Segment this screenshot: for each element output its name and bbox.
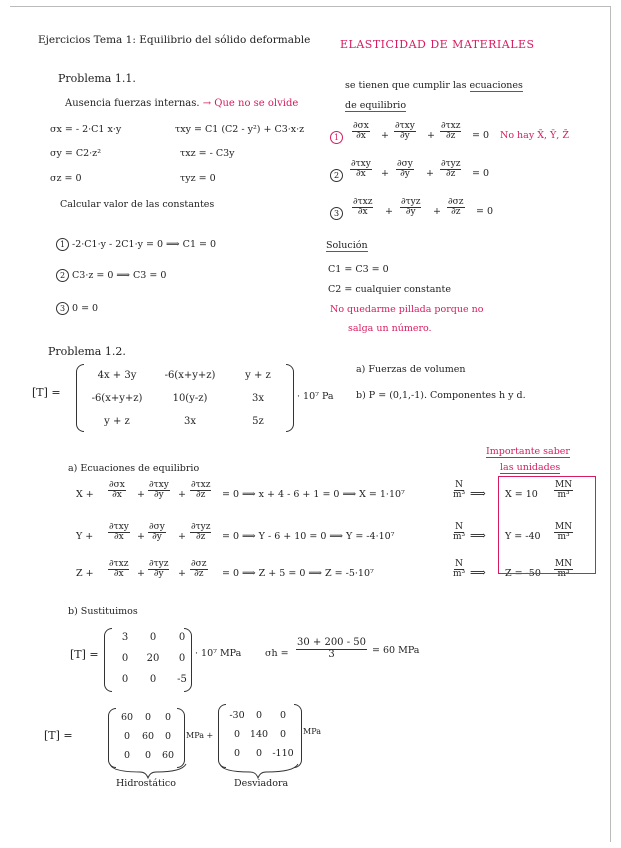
solution-title-text: Solución [326, 240, 368, 251]
matrix-cell: 3x [251, 393, 264, 404]
eq3-c-num: ∂σz [448, 197, 464, 207]
row-fraction-3-den: ∂z [194, 569, 204, 580]
row-boxed-value: Z = -50 [505, 568, 541, 579]
part-b-title: b) Sustituimos [68, 606, 138, 617]
matrix-cell: 60 [141, 731, 155, 742]
deviatoric-label: Desviadora [234, 778, 289, 789]
plus: + [178, 568, 186, 579]
matrix-cell: 140 [249, 729, 269, 740]
eq2-a-num: ∂τxy [351, 159, 371, 169]
row-boxed-value: X = 10 [505, 489, 538, 500]
note-black-text: Ausencia fuerzas internas. [65, 98, 200, 109]
row-fraction-2-den: ∂y [153, 569, 164, 580]
header-left-title: Ejercicios Tema 1: Equilibrio del sólido deformable [38, 34, 311, 46]
eq1-note: No hay X̄, Ȳ, Z̄ [500, 130, 569, 141]
matrix-cell: -30 [229, 710, 245, 721]
plus: + [381, 168, 389, 179]
problem-1-1-title: Problema 1.1. [58, 72, 136, 85]
row-boxed-units-den: m³ [557, 532, 570, 543]
circled-number-2: 2 [56, 269, 69, 282]
row-units-num: N [455, 559, 464, 569]
intro-text: se tienen que cumplir las [345, 80, 467, 91]
plus: + [137, 489, 145, 500]
eq3-c-den: ∂z [451, 207, 461, 218]
matrix-cell: 3 [121, 632, 129, 643]
calc-label: Calcular valor de las constantes [60, 199, 215, 210]
eq2-c-den: ∂z [446, 169, 456, 180]
matrix-cell: 0 [233, 729, 241, 740]
row-boxed-units-den: m³ [557, 490, 570, 501]
matrix-cell: -5 [177, 674, 187, 685]
eq1-c-num: ∂τxz [441, 121, 461, 131]
matrix-cell: -6(x+y+z) [91, 393, 143, 404]
part-a-label: a) Fuerzas de volumen [356, 364, 466, 375]
row-boxed-units-num: MN [555, 559, 573, 569]
plus: + [137, 531, 145, 542]
matrix-cell: 0 [279, 710, 287, 721]
row-fraction-3-num: ∂τyz [191, 522, 211, 532]
matrix-cell: 0 [255, 710, 263, 721]
circled-number-3: 3 [56, 302, 69, 315]
eq1-b-den: ∂y [400, 131, 410, 142]
solution-1: C1 = C3 = 0 [328, 264, 389, 275]
plus: + [433, 206, 441, 217]
sigma-h-den: 3 [328, 648, 335, 660]
matrix-cell: 0 [144, 750, 152, 761]
matrix-cell: y + z [245, 370, 271, 381]
plus: + [381, 130, 389, 141]
eq3-a-den: ∂x [357, 207, 368, 218]
row-fraction-1-num: ∂τxy [109, 522, 129, 532]
circled-eq2: 2 [330, 169, 343, 182]
T2-label: [T] = [70, 648, 99, 661]
matrix-cell: 0 [233, 748, 241, 759]
row-arrow: ⟹ [470, 487, 486, 500]
note-pink-text: → Que no se olvide [202, 98, 299, 109]
row-fraction-3-den: ∂z [196, 532, 206, 543]
row-boxed-value: Y = -40 [505, 531, 541, 542]
units-note-2-text: las unidades [500, 462, 561, 473]
eq-sigma-y: σy = C2·z² [50, 148, 101, 159]
matrix-cell: 0 [123, 750, 131, 761]
eq2-b-num: ∂σy [397, 159, 413, 169]
row-arrow: ⟹ [470, 529, 486, 542]
matrix-cell: 0 [149, 674, 157, 685]
plus: + [427, 130, 435, 141]
eq3-b-num: ∂τyz [401, 197, 421, 207]
matrix-cell: 5z [252, 416, 264, 427]
circled-eq1: 1 [330, 131, 343, 144]
row-derivation: = 0 ⟹ x + 4 - 6 + 1 = 0 ⟹ X = 1·10⁷ [222, 489, 405, 500]
row-units-den: m³ [453, 490, 466, 501]
sigma-h-result: = 60 MPa [372, 645, 420, 656]
hydrostatic-brace [110, 764, 186, 778]
eq-tau-yz: τyz = 0 [180, 173, 216, 184]
matrix-cell: 0 [121, 674, 129, 685]
matrix-cell: 10(y-z) [172, 393, 208, 404]
row-fraction-1-den: ∂x [113, 569, 124, 580]
problem-1-2-title: Problema 1.2. [48, 345, 126, 358]
eq1-c-den: ∂z [446, 131, 456, 142]
row-fraction-2-num: ∂τxy [149, 480, 169, 490]
eq3-b-den: ∂y [405, 207, 416, 218]
deviatoric-brace [220, 764, 298, 778]
result-1-text: -2·C1·y - 2C1·y = 0 ⟹ C1 = 0 [72, 239, 217, 250]
row-boxed-units-den: m³ [557, 569, 570, 580]
eq-sigma-x: σx = - 2·C1 x·y [50, 124, 122, 135]
D-units: MPa [303, 727, 321, 736]
row-fraction-1-num: ∂σx [109, 480, 125, 490]
plus: + [426, 168, 434, 179]
matrix-cell: 3x [183, 416, 196, 427]
matrix-cell: 0 [255, 748, 263, 759]
matrix-cell: 0 [178, 653, 186, 664]
T-label: [T] = [32, 386, 61, 399]
T2-units: · 10⁷ MPa [195, 648, 242, 659]
eq-sigma-z: σz = 0 [50, 173, 82, 184]
row-units-den: m³ [453, 569, 466, 580]
eq2-tail: = 0 [472, 168, 490, 179]
matrix-cell: 20 [146, 653, 160, 664]
matrix-cell: 60 [161, 750, 175, 761]
intro-underlined-2: de equilibrio [345, 100, 407, 111]
matrix-cell: 4x + 3y [97, 370, 137, 381]
row-fraction-1-den: ∂x [114, 532, 124, 543]
row-prefix: Y + [76, 531, 94, 542]
eq1-b-num: ∂τxy [395, 121, 415, 131]
plus: + [137, 568, 145, 579]
row-fraction-2-num: ∂σy [149, 522, 165, 532]
intro-underlined: ecuaciones [469, 80, 523, 91]
T3-label: [T] = [44, 729, 73, 742]
circled-eq3: 3 [330, 207, 343, 220]
part-a-title: a) Ecuaciones de equilibrio [68, 463, 200, 474]
row-units-den: m³ [453, 532, 466, 543]
sigma-h-num: 30 + 200 - 50 [297, 637, 367, 648]
row-fraction-2-den: ∂y [154, 490, 164, 501]
row-units-num: N [455, 480, 464, 490]
units-note-1-text: Importante saber [486, 446, 570, 457]
eq2-a-den: ∂x [356, 169, 366, 180]
row-fraction-3-den: ∂z [196, 490, 206, 501]
matrix-cell: 0 [279, 729, 287, 740]
eq-tau-xz: τxz = - C3y [180, 148, 235, 159]
row-boxed-units-num: MN [555, 480, 573, 490]
matrix-cell: y + z [104, 416, 130, 427]
hydrostatic-label: Hidrostático [116, 778, 176, 789]
row-fraction-1-num: ∂τxz [109, 559, 129, 569]
matrix-cell: 60 [120, 712, 134, 723]
eq1-tail: = 0 [472, 130, 490, 141]
eq1-a-den: ∂x [356, 131, 366, 142]
matrix-cell: -6(x+y+z) [164, 370, 216, 381]
row-derivation: = 0 ⟹ Z + 5 = 0 ⟹ Z = -5·10⁷ [222, 568, 374, 579]
note-line-2: salga un número. [348, 323, 432, 334]
eq3-tail: = 0 [476, 206, 494, 217]
matrix-cell: 0 [121, 653, 129, 664]
matrix-cell: 0 [149, 632, 157, 643]
row-boxed-units-num: MN [555, 522, 573, 532]
matrix-cell: 0 [164, 731, 172, 742]
row-fraction-3-num: ∂σz [191, 559, 207, 569]
result-2-text: C3·z = 0 ⟹ C3 = 0 [72, 270, 167, 281]
row-derivation: = 0 ⟹ Y - 6 + 10 = 0 ⟹ Y = -4·10⁷ [222, 531, 395, 542]
eq1-a-num: ∂σx [353, 121, 369, 131]
circled-number-1: 1 [56, 238, 69, 251]
matrix-cell: 0 [178, 632, 186, 643]
sigma-h-label: σh = [265, 648, 289, 659]
row-fraction-2-den: ∂y [152, 532, 162, 543]
note-line-1: No quedarme pillada porque no [330, 304, 484, 315]
row-units-num: N [455, 522, 464, 532]
T-units: · 10⁷ Pa [297, 391, 334, 402]
plus: + [178, 489, 186, 500]
header-right-title: ELASTICIDAD DE MATERIALES [340, 38, 535, 51]
matrix-cell: -110 [272, 748, 294, 759]
row-prefix: Z + [76, 568, 94, 579]
eq3-a-num: ∂τxz [353, 197, 373, 207]
eq2-c-num: ∂τyz [441, 159, 461, 169]
plus: + [385, 206, 393, 217]
row-fraction-3-num: ∂τxz [191, 480, 211, 490]
row-arrow: ⟹ [470, 566, 486, 579]
plus: + [178, 531, 186, 542]
eq-tau-xy: τxy = C1 (C2 - y²) + C3·x·z [175, 124, 305, 135]
part-b-label: b) P = (0,1,-1). Componentes h y d. [356, 390, 526, 401]
matrix-cell: 0 [123, 731, 131, 742]
H-units: MPa + [186, 731, 214, 740]
eq2-b-den: ∂y [400, 169, 410, 180]
result-3-text: 0 = 0 [72, 303, 99, 314]
row-prefix: X + [76, 489, 94, 500]
row-fraction-2-num: ∂τyz [149, 559, 169, 569]
matrix-cell: 0 [164, 712, 172, 723]
row-fraction-1-den: ∂x [112, 490, 122, 501]
solution-2: C2 = cualquier constante [328, 284, 451, 295]
matrix-cell: 0 [144, 712, 152, 723]
